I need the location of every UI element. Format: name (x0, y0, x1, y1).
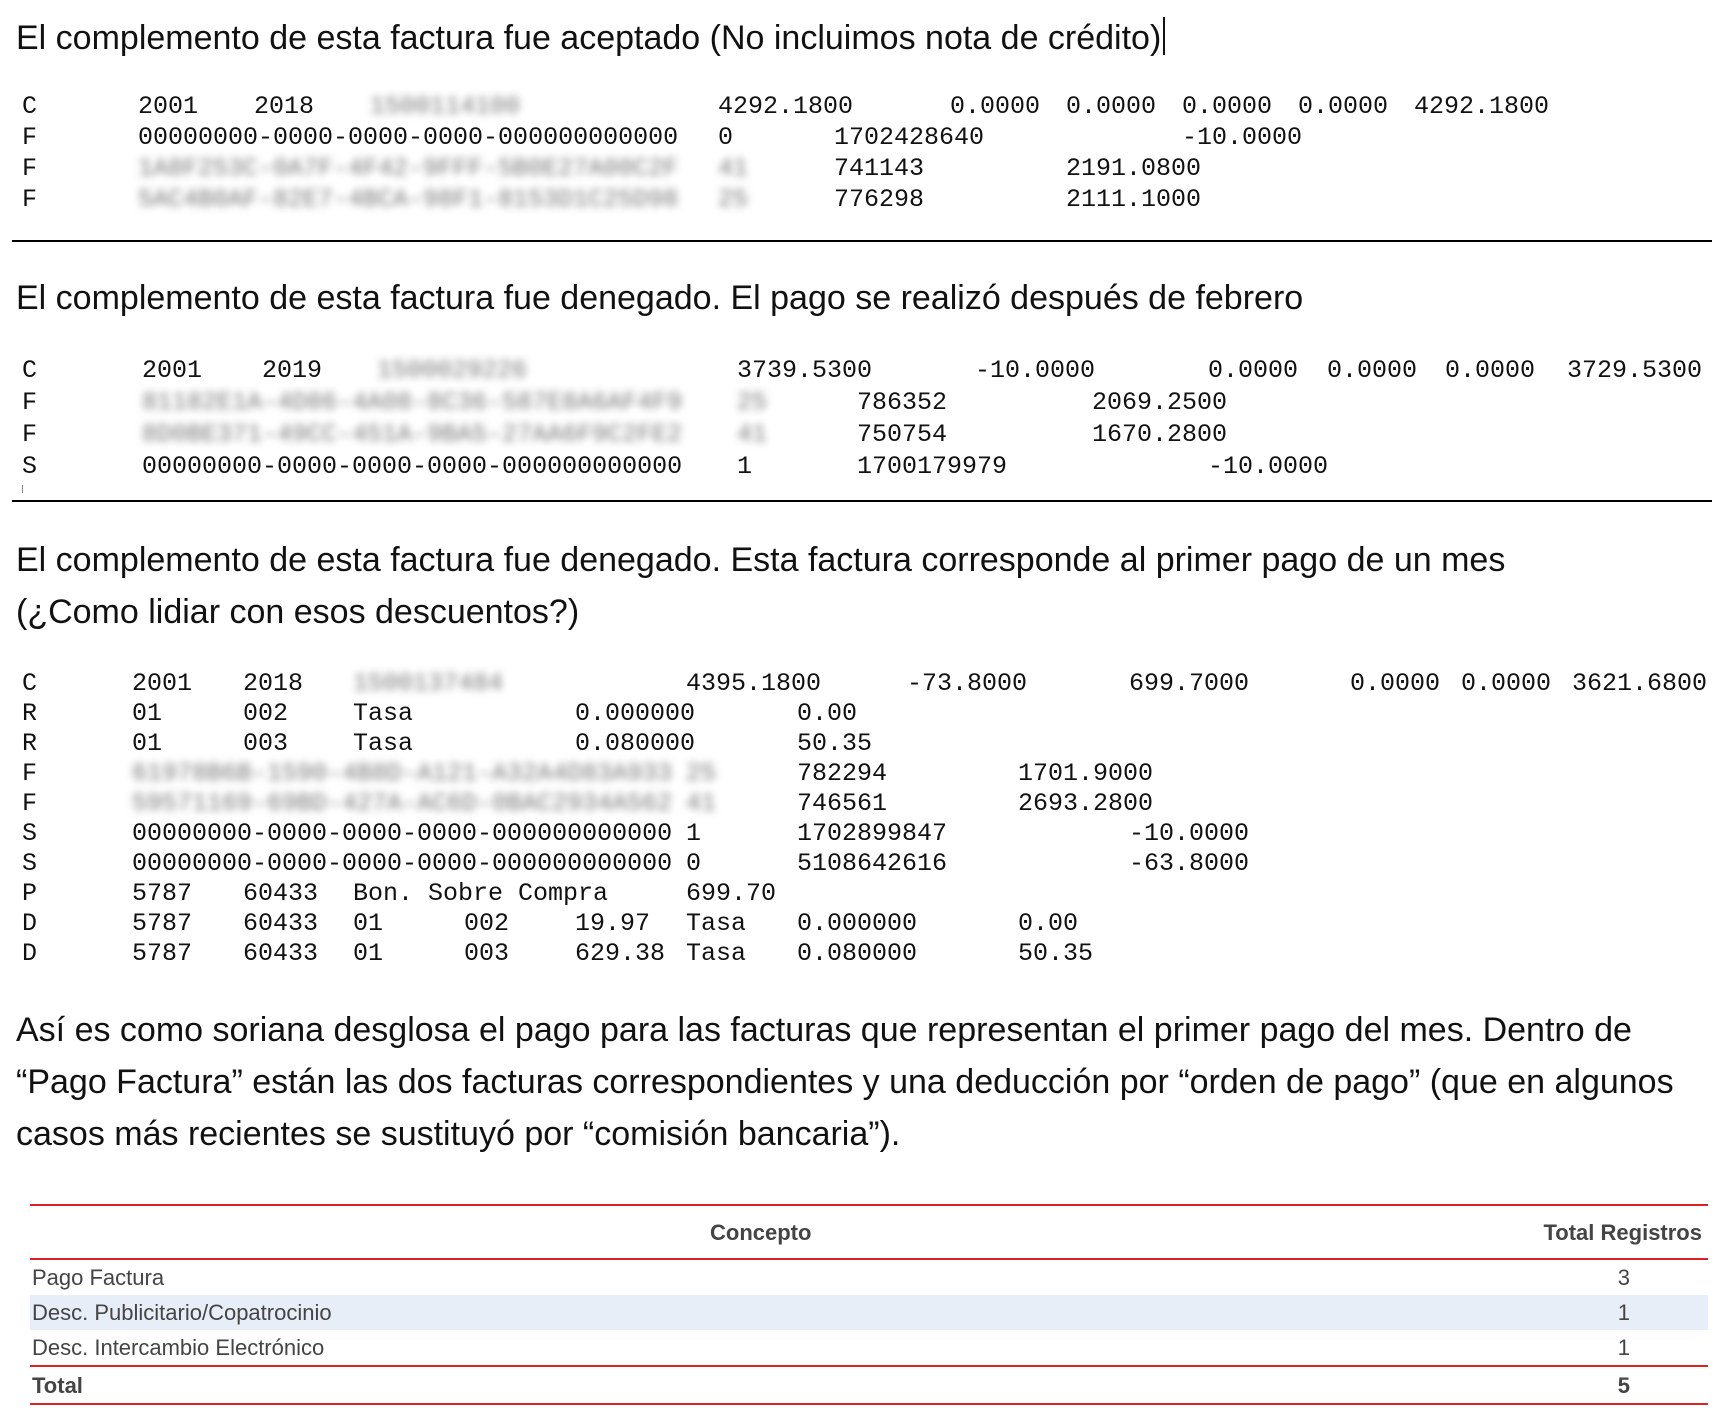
record-amount: 699.7000 (1129, 669, 1250, 698)
record-amount: 3739.5300 (737, 356, 873, 385)
record-type: P (22, 879, 38, 908)
record-field: 776298 (834, 185, 925, 214)
record-row-f (12, 154, 1712, 184)
divider (12, 240, 1712, 242)
record-amount: 4395.1800 (686, 669, 822, 698)
record-field: 01 (353, 909, 384, 938)
record-field: 01 (132, 729, 163, 758)
record-field: 2001 (132, 669, 193, 698)
record-type: F (22, 185, 38, 214)
record-amount: -73.8000 (907, 669, 1028, 698)
record-amount: 0.0000 (1182, 92, 1273, 121)
explanation-paragraph: Así es como soriana desglosa el pago para las facturas que representan el primer pago del mes. Dentro de “Pago Factura” están las dos facturas correspondientes y una deducción por “orden de pago” (que en algunos casos más recientes se sustituyó por “comisión bancaria”). (16, 1011, 1674, 1153)
record-field: 003 (243, 729, 289, 758)
record-row-p (12, 879, 1712, 909)
record-field: 1702899847 (797, 819, 948, 848)
record-amount: -10.0000 (975, 356, 1096, 385)
record-field: 750754 (857, 420, 948, 449)
section3-heading-line1: El complemento de esta factura fue denegado. Esta factura corresponde al primer pago de un mes (16, 541, 1506, 579)
record-field: 1700179979 (857, 452, 1008, 481)
record-amount: 2693.2800 (1018, 789, 1154, 818)
record-type: S (22, 849, 38, 878)
record-row-c (12, 92, 1712, 122)
record-field: 5787 (132, 879, 193, 908)
table-row (30, 1260, 1708, 1295)
record-type: S (22, 452, 38, 481)
record-field: 60433 (243, 939, 319, 968)
total-count: 5 (1617, 1373, 1630, 1398)
record-field: 002 (464, 909, 510, 938)
record-amount: 0.0000 (1208, 356, 1299, 385)
redacted-id: 1500029226 (377, 356, 528, 385)
redacted-uuid: 61978B6B-1590-4B8D-A121-A32A4D83A933 (132, 759, 673, 788)
redacted-field: 41 (718, 154, 749, 183)
record-rate: 0.080000 (797, 939, 918, 968)
record-amount: -10.0000 (1208, 452, 1329, 481)
record-field: 2018 (254, 92, 315, 121)
record-amount: 50.35 (1018, 939, 1094, 968)
record-type: R (22, 699, 38, 728)
record-row-f (12, 759, 1712, 789)
record-type: F (22, 388, 38, 417)
record-field: Tasa (353, 699, 414, 728)
redacted-uuid: 5AC4B0AF-82E7-4BCA-98F1-8153D1C25D98 (138, 185, 679, 214)
row-count: 1 (1617, 1335, 1630, 1360)
record-amount: 50.35 (797, 729, 873, 758)
record-amount: 0.00 (797, 699, 858, 728)
record-field: 5108642616 (797, 849, 948, 878)
record-amount: 3621.6800 (1572, 669, 1708, 698)
record-row-s (12, 849, 1712, 879)
record-type: F (22, 154, 38, 183)
record-amount: 4292.1800 (1414, 92, 1550, 121)
row-count: 3 (1617, 1265, 1630, 1290)
record-field: 0 (718, 123, 734, 152)
record-field: 002 (243, 699, 289, 728)
record-amount: 2111.1000 (1066, 185, 1202, 214)
record-row-s (12, 452, 1712, 482)
row-concept: Pago Factura (32, 1265, 165, 1290)
redacted-field: 25 (737, 388, 768, 417)
redacted-uuid: 1A8F253C-0A7F-4F42-9FFF-5B0E27A00C2F (138, 154, 679, 183)
header-concepto: Concepto (710, 1220, 812, 1245)
table-rule (30, 1403, 1708, 1405)
record-amount: 3729.5300 (1567, 356, 1703, 385)
redacted-id: 1500114100 (370, 92, 521, 121)
record-amount: 2191.0800 (1066, 154, 1202, 183)
record-field: 01 (353, 939, 384, 968)
record-row-c (12, 669, 1712, 699)
section1-heading: El complemento de esta factura fue aceptado (No incluimos nota de crédito) (16, 12, 1165, 64)
divider (12, 500, 1712, 502)
record-row-d (12, 939, 1712, 969)
record-amount: 0.0000 (1350, 669, 1441, 698)
record-field: 786352 (857, 388, 948, 417)
record-uuid: 00000000-0000-0000-0000-000000000000 (138, 123, 679, 152)
record-row-r (12, 729, 1712, 759)
summary-table (30, 1204, 1708, 1405)
record-row-f (12, 789, 1712, 819)
record-amount: 0.0000 (1461, 669, 1552, 698)
record-type: R (22, 729, 38, 758)
record-amount: 0.00 (1018, 909, 1079, 938)
record-type: S (22, 819, 38, 848)
record-amount: 699.70 (686, 879, 777, 908)
record-field: Tasa (686, 939, 747, 968)
text-cursor (1163, 17, 1165, 55)
record-field: 0 (686, 849, 702, 878)
record-field: 1702428640 (834, 123, 985, 152)
record-field: 003 (464, 939, 510, 968)
redacted-field: 41 (686, 789, 717, 818)
record-amount: -63.8000 (1129, 849, 1250, 878)
record-amount: 2069.2500 (1092, 388, 1228, 417)
tick-mark (22, 485, 23, 493)
table-row (30, 1330, 1708, 1365)
record-row-r (12, 699, 1712, 729)
record-field: Tasa (353, 729, 414, 758)
record-field: 60433 (243, 909, 319, 938)
record-type: D (22, 909, 38, 938)
row-count: 1 (1617, 1300, 1630, 1325)
record-row-f (12, 123, 1712, 153)
record-field: 01 (132, 699, 163, 728)
section1-record-block (12, 92, 1712, 215)
record-rate: 0.080000 (575, 729, 696, 758)
record-amount: 4292.1800 (718, 92, 854, 121)
record-amount: -10.0000 (1182, 123, 1303, 152)
section3-record-block (12, 669, 1712, 969)
table-row (30, 1295, 1708, 1330)
record-amount: 0.0000 (1298, 92, 1389, 121)
header-total-registros: Total Registros (1543, 1220, 1702, 1245)
record-uuid: 00000000-0000-0000-0000-000000000000 (132, 819, 673, 848)
section2-heading: El complemento de esta factura fue denegado. El pago se realizó después de febrero (16, 279, 1304, 317)
record-row-s (12, 819, 1712, 849)
record-amount: 0.0000 (1445, 356, 1536, 385)
record-amount: 0.0000 (950, 92, 1041, 121)
record-type: C (22, 92, 38, 121)
record-row-c (12, 356, 1712, 386)
record-field: Tasa (686, 909, 747, 938)
row-concept: Desc. Publicitario/Copatrocinio (32, 1300, 332, 1325)
table-total-row (30, 1367, 1708, 1403)
record-field: 2018 (243, 669, 304, 698)
record-type: C (22, 356, 38, 385)
row-concept: Desc. Intercambio Electrónico (32, 1335, 325, 1360)
record-uuid: 00000000-0000-0000-0000-000000000000 (142, 452, 683, 481)
record-type: D (22, 939, 38, 968)
record-amount: -10.0000 (1129, 819, 1250, 848)
redacted-uuid: 59571169-69BD-427A-AC6D-0BAC2934A562 (132, 789, 673, 818)
record-type: F (22, 759, 38, 788)
record-field: 1 (686, 819, 702, 848)
record-type: C (22, 669, 38, 698)
record-field: 2001 (142, 356, 203, 385)
redacted-field: 41 (737, 420, 768, 449)
record-field: 1 (737, 452, 753, 481)
record-field: 2019 (262, 356, 323, 385)
record-field: 5787 (132, 939, 193, 968)
record-field: 5787 (132, 909, 193, 938)
record-amount: 0.0000 (1327, 356, 1418, 385)
table-header (30, 1206, 1708, 1258)
record-type: F (22, 123, 38, 152)
total-label: Total (32, 1373, 83, 1398)
record-amount: 1701.9000 (1018, 759, 1154, 788)
record-concept: Bon. Sobre Compra (353, 879, 609, 908)
record-row-d (12, 909, 1712, 939)
record-row-f (12, 388, 1712, 418)
record-row-f (12, 185, 1712, 215)
redacted-id: 1500137484 (353, 669, 504, 698)
record-rate: 0.000000 (797, 909, 918, 938)
record-field: 782294 (797, 759, 888, 788)
record-field: 60433 (243, 879, 319, 908)
section2-record-block (12, 356, 1712, 482)
redacted-uuid: 81182E1A-4D86-4A08-8C36-587E8A6AF4F9 (142, 388, 683, 417)
redacted-uuid: 8D0BE371-49CC-451A-9BA5-27AA6F9C2FE2 (142, 420, 683, 449)
redacted-field: 25 (686, 759, 717, 788)
record-uuid: 00000000-0000-0000-0000-000000000000 (132, 849, 673, 878)
record-amount: 1670.2800 (1092, 420, 1228, 449)
redacted-field: 25 (718, 185, 749, 214)
record-rate: 0.000000 (575, 699, 696, 728)
record-field: 746561 (797, 789, 888, 818)
record-amount: 19.97 (575, 909, 651, 938)
section3-heading-line2: (¿Como lidiar con esos descuentos?) (16, 593, 580, 631)
record-field: 2001 (138, 92, 199, 121)
record-field: 741143 (834, 154, 925, 183)
record-amount: 629.38 (575, 939, 666, 968)
record-type: F (22, 789, 38, 818)
record-type: F (22, 420, 38, 449)
record-row-f (12, 420, 1712, 450)
record-amount: 0.0000 (1066, 92, 1157, 121)
